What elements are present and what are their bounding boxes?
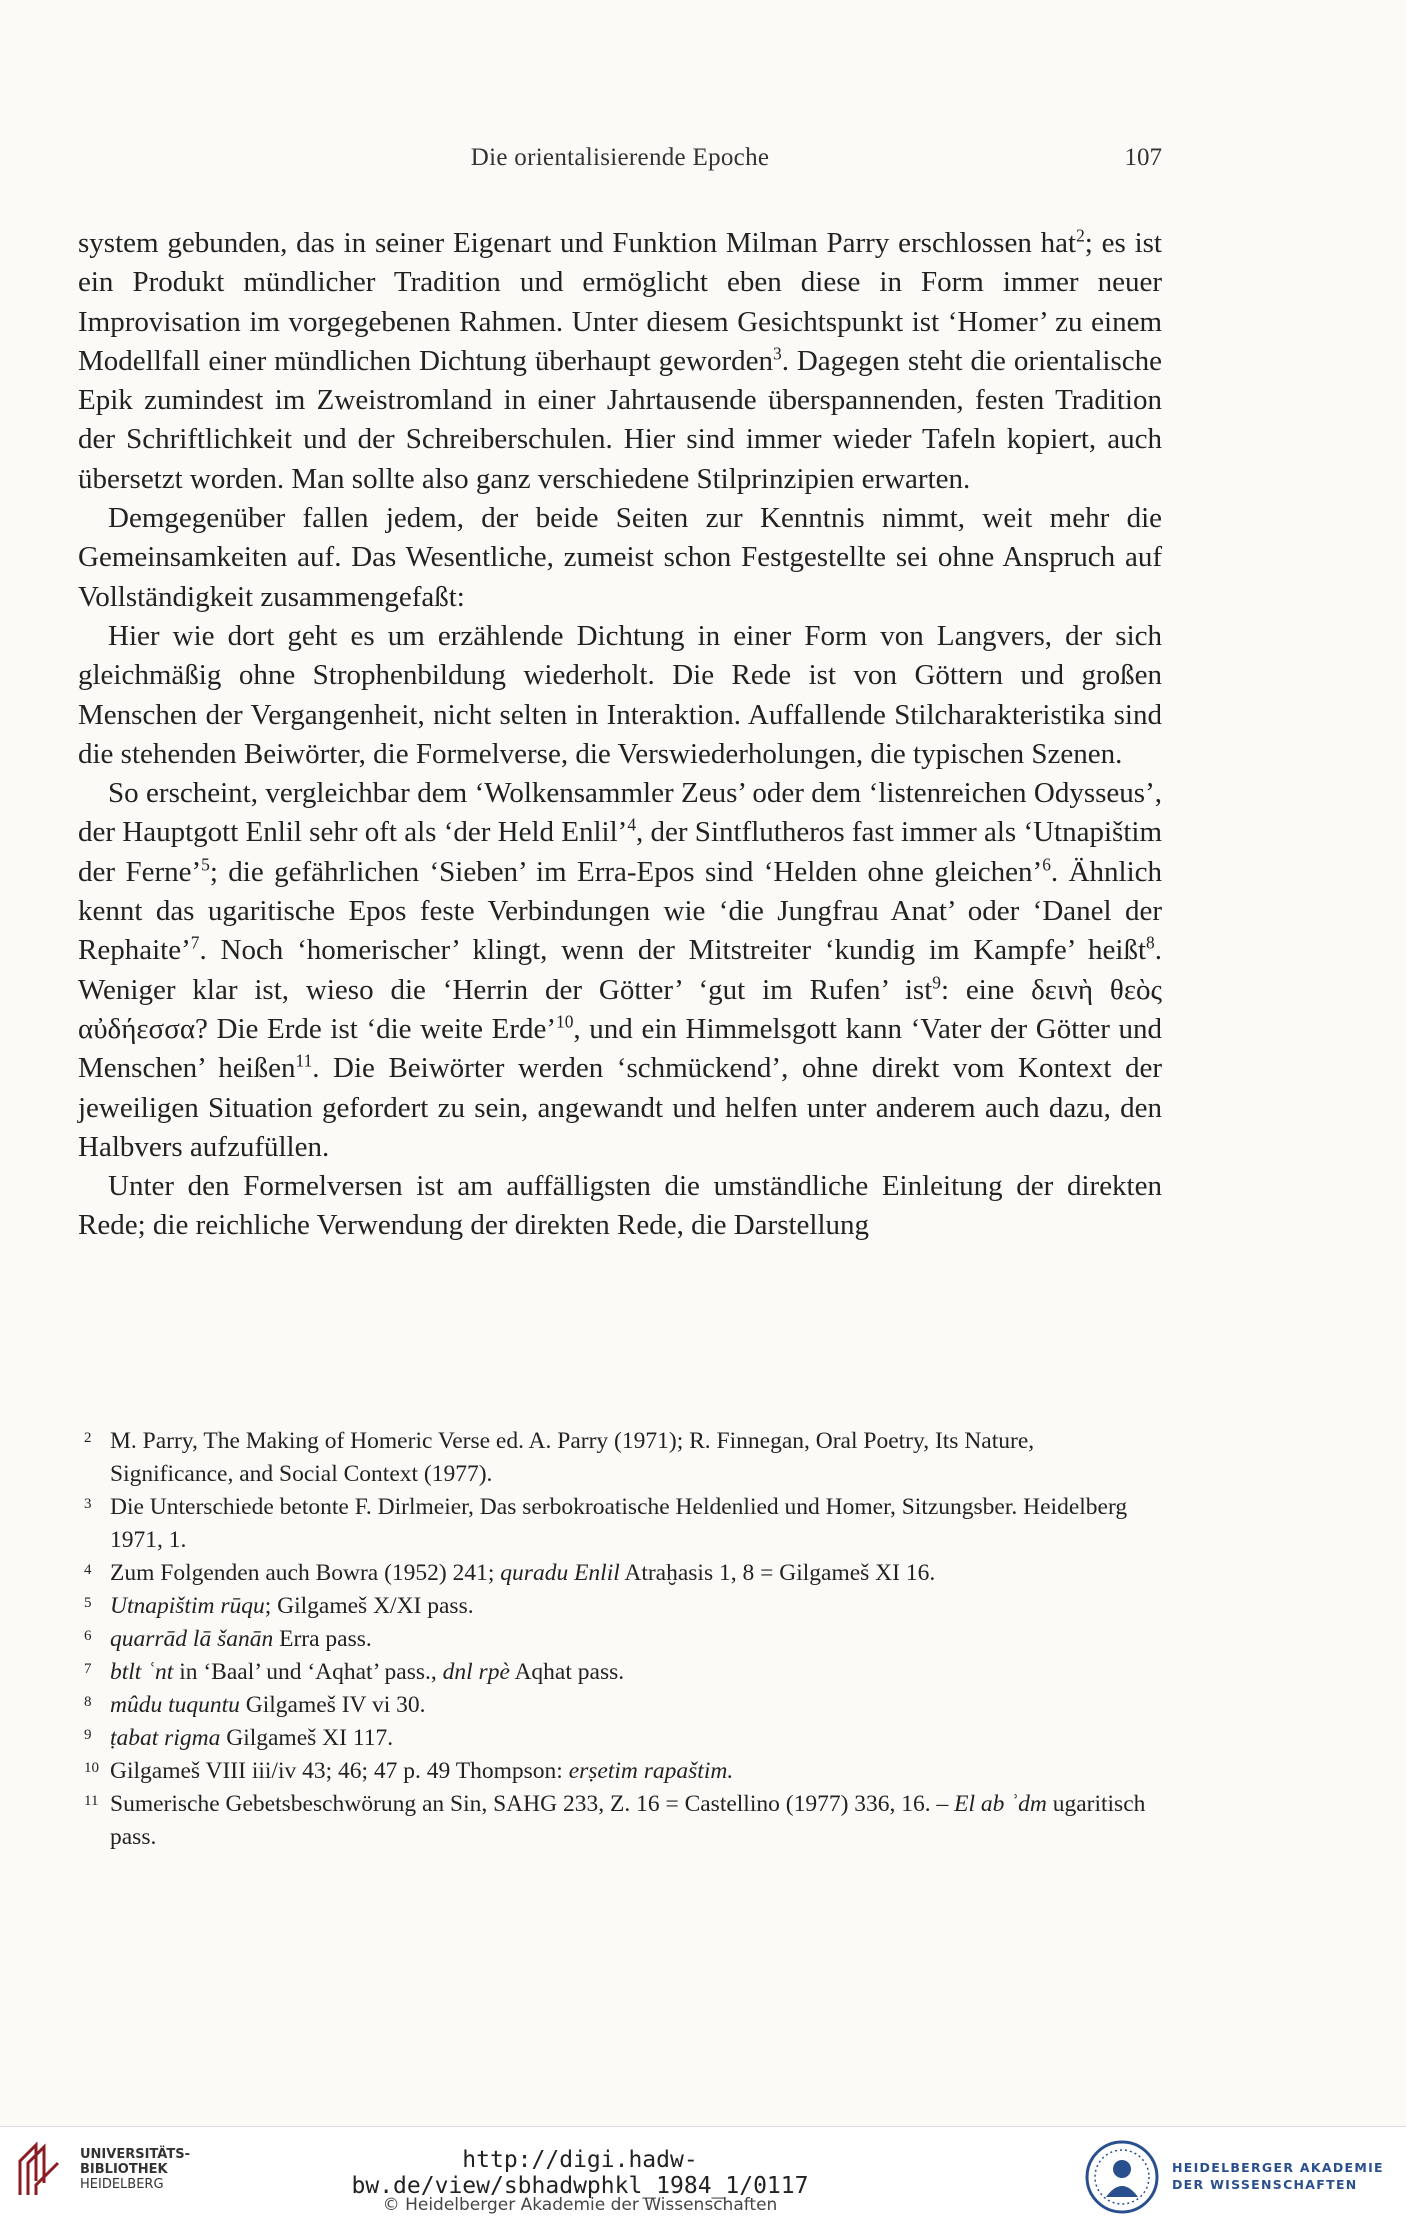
footnote-ref[interactable]: 10 (556, 1011, 574, 1032)
footnote-ref[interactable]: 9 (932, 971, 941, 992)
footnote-ref[interactable]: 4 (627, 814, 637, 835)
paragraph-text: ; die gefährlichen ‘Sieben’ im Erra-Epos sind ‘Helden ohne gleichen’ (209, 855, 1043, 888)
footnote-number: 11 (84, 1793, 99, 1809)
footnote-number: 6 (84, 1628, 92, 1644)
paragraph-text: system gebunden, das in seiner Eigenart und Funktion Milman Parry erschlossen hat (78, 227, 1077, 259)
footnote-text: Sumerische Gebetsbeschwörung an Sin, SAHG 233, Z. 16 = Castellino (1977) 336, 16. – (110, 1791, 955, 1817)
university-library-logo-icon (14, 2141, 64, 2197)
footnote (78, 1491, 1162, 1557)
academy-seal-icon (1084, 2139, 1160, 2215)
footnote-text: Die Unterschiede betonte F. Dirlmeier, Das serbokroatische Heldenlied und Homer, Sitzungsber. Heidelberg 1971, 1. (110, 1494, 1128, 1553)
permalink-url[interactable]: http://digi.hadw-bw.de/view/sbhadwphkl_1984_1/0117 (351, 2147, 809, 2199)
footnote-italic: mûdu tuquntu (110, 1692, 240, 1718)
footnote-italic: Utnapištim rūqu (110, 1593, 265, 1619)
paragraph-text: Demgegenüber fallen jedem, der beide Seiten zur Kenntnis nimmt, weit mehr die Gemeinsamkeiten auf. Das Wesentliche, zumeist schon Festgestellte sei ohne Anspruch auf Vollständigkeit zusammengefaßt: (78, 502, 1162, 613)
footnote-number: 2 (84, 1430, 92, 1446)
footnotes (78, 1425, 1162, 1854)
footnote-number: 10 (84, 1760, 99, 1776)
paragraph-text: , und ein Himmelsgott kann ‘Vater der Götter und Menschen’ heißen (78, 1012, 1162, 1085)
footnote-ref[interactable]: 2 (1076, 225, 1085, 246)
footnote-text: Gilgameš IV vi 30. (239, 1692, 426, 1718)
paragraph-text: . Noch ‘homerischer’ klingt, wenn der Mitstreiter ‘kundig im Kampfe’ heißt (199, 934, 1147, 967)
footnote-number: 3 (84, 1496, 92, 1512)
footnote-text: ugaritisch pass. (110, 1791, 1146, 1850)
paragraph-text: ; es ist ein Produkt mündlicher Tradition und ermöglicht eben diese in Form immer neuer Improvisation im vorgegebenen Rahmen. Unter diesem Gesichtspunkt ist ‘Homer’ zu einem Modellfall einer mündlichen Dichtung überhaupt geworden (78, 227, 1162, 377)
footnote-ref[interactable]: 5 (201, 854, 210, 875)
paragraph-text: . Die Beiwörter werden ‘schmückend’, ohne direkt vom Kontext der jeweiligen Situation gefordert zu sein, angewandt und helfen unter anderem auch dazu, den Halbvers aufzufüllen. (78, 1052, 1162, 1163)
footnote-text: ; Gilgameš X/XI pass. (264, 1593, 474, 1619)
page-number: 107 (1124, 144, 1162, 171)
paragraph (78, 224, 1162, 499)
paragraph-text: Unter den Formelversen ist am auffälligsten die umständliche Einleitung der direkten Rede; die reichliche Verwendung der direkten Rede, die Darstellung (78, 1170, 1162, 1242)
footnote (78, 1557, 1162, 1590)
copyright-notice: © Heidelberger Akademie der Wissenschaften (382, 2195, 778, 2215)
paragraph-text: : eine δεινὴ θεὸς αὐδήεσσα? Die Erde ist ‘die weite Erde’ (78, 973, 1162, 1045)
footnote-ref[interactable]: 8 (1146, 932, 1155, 953)
paragraph (78, 1167, 1162, 1246)
paragraph (78, 499, 1162, 617)
footnote-text: Erra pass. (273, 1626, 372, 1652)
footnote-ref[interactable]: 7 (190, 932, 200, 953)
page-header (78, 144, 1162, 184)
paragraph (78, 617, 1162, 774)
footnote (78, 1425, 1162, 1491)
main-text (78, 224, 1162, 1246)
footnote (78, 1623, 1162, 1656)
footnote-number: 4 (84, 1562, 92, 1578)
academy-name: HEIDELBERGER AKADEMIE DER WISSENSCHAFTEN (1172, 2160, 1384, 2192)
paragraph-text: Hier wie dort geht es um erzählende Dichtung in einer Form von Langvers, der sich gleichmäßig ohne Strophenbildung wiederholt. Die Rede ist von Göttern und großen Menschen der Vergangenheit, nicht selten in Interaktion. Auffallende Stilcharakteristika sind die stehenden Beiwörter, die Formelverse, die Verswiederholungen, die typischen Szenen. (78, 619, 1162, 770)
footnote-italic: dnl rpè (442, 1659, 510, 1685)
footnote-text: Gilgameš VIII iii/iv 43; 46; 47 p. 49 Thompson: (110, 1758, 569, 1784)
footnote-italic: erṣetim rapaštim. (568, 1758, 734, 1784)
footnote-text: Gilgameš XI 117. (220, 1725, 394, 1751)
running-title: Die orientalisierende Epoche (470, 144, 770, 171)
paragraph-text: , der Sintflutheros fast immer als ‘Utnapištim der Ferne’ (78, 816, 1162, 888)
footnote (78, 1656, 1162, 1689)
footnote-ref[interactable]: 3 (773, 343, 782, 364)
footnote-ref[interactable]: 6 (1042, 854, 1051, 875)
footnote (78, 1590, 1162, 1623)
paragraph-text: So erscheint, vergleichbar dem ‘Wolkensammler Zeus’ oder dem ‘listenreichen Odysseus’, der Hauptgott Enlil sehr oft als ‘der Held Enlil’ (78, 777, 1162, 849)
footnote-text: in ‘Baal’ und ‘Aqhat’ pass., (173, 1659, 443, 1685)
footnote-ref[interactable]: 11 (295, 1050, 313, 1071)
footnote-text: Zum Folgenden auch Bowra (1952) 241; (110, 1560, 501, 1586)
footnote-italic: quradu Enlil (500, 1560, 620, 1586)
footnote-text: M. Parry, The Making of Homeric Verse ed. A. Parry (1971); R. Finnegan, Oral Poetry, Its Nature, Significance, and Social Context (1977). (110, 1428, 1035, 1487)
university-library-name: UNIVERSITÄTS- BIBLIOTHEK HEIDELBERG (80, 2147, 190, 2192)
paragraph (78, 774, 1162, 1167)
paragraph-text: . Ähnlich kennt das ugaritische Epos feste Verbindungen wie ‘die Jungfrau Anat’ oder ‘Danel der Rephaite’ (78, 855, 1162, 967)
footnote-italic: btlt ʿnt (110, 1659, 174, 1685)
footnote-text: Aqhat pass. (509, 1659, 625, 1685)
footnote (78, 1788, 1162, 1854)
footnote-italic: ṭabat rigma (110, 1725, 221, 1751)
footnote-number: 9 (84, 1727, 92, 1743)
footnote (78, 1755, 1162, 1788)
footnote-italic: quarrād lā šanān (110, 1626, 274, 1652)
footnote-italic: El ab ʾdm (954, 1791, 1047, 1817)
footnote-text: Atraḫasis 1, 8 = Gilgameš XI 16. (619, 1560, 936, 1586)
footer-bar (0, 2126, 1406, 2228)
paragraph-text: . Weniger klar ist, wieso die ‘Herrin der Götter’ ‘gut im Rufen’ ist (78, 934, 1162, 1006)
footnote-number: 7 (84, 1661, 92, 1677)
paragraph-text: . Dagegen steht die orientalische Epik zumindest im Zweistromland in einer Jahrtausende überspannenden, festen Tradition der Schriftlichkeit und der Schreiberschulen. Hier sind immer wieder Tafeln kopiert, auch übersetzt worden. Man sollte also ganz verschiedene Stilprinzipien erwarten. (78, 344, 1162, 495)
footnote (78, 1689, 1162, 1722)
footnote (78, 1722, 1162, 1755)
footnote-number: 5 (84, 1595, 92, 1611)
footnote-number: 8 (84, 1694, 92, 1710)
